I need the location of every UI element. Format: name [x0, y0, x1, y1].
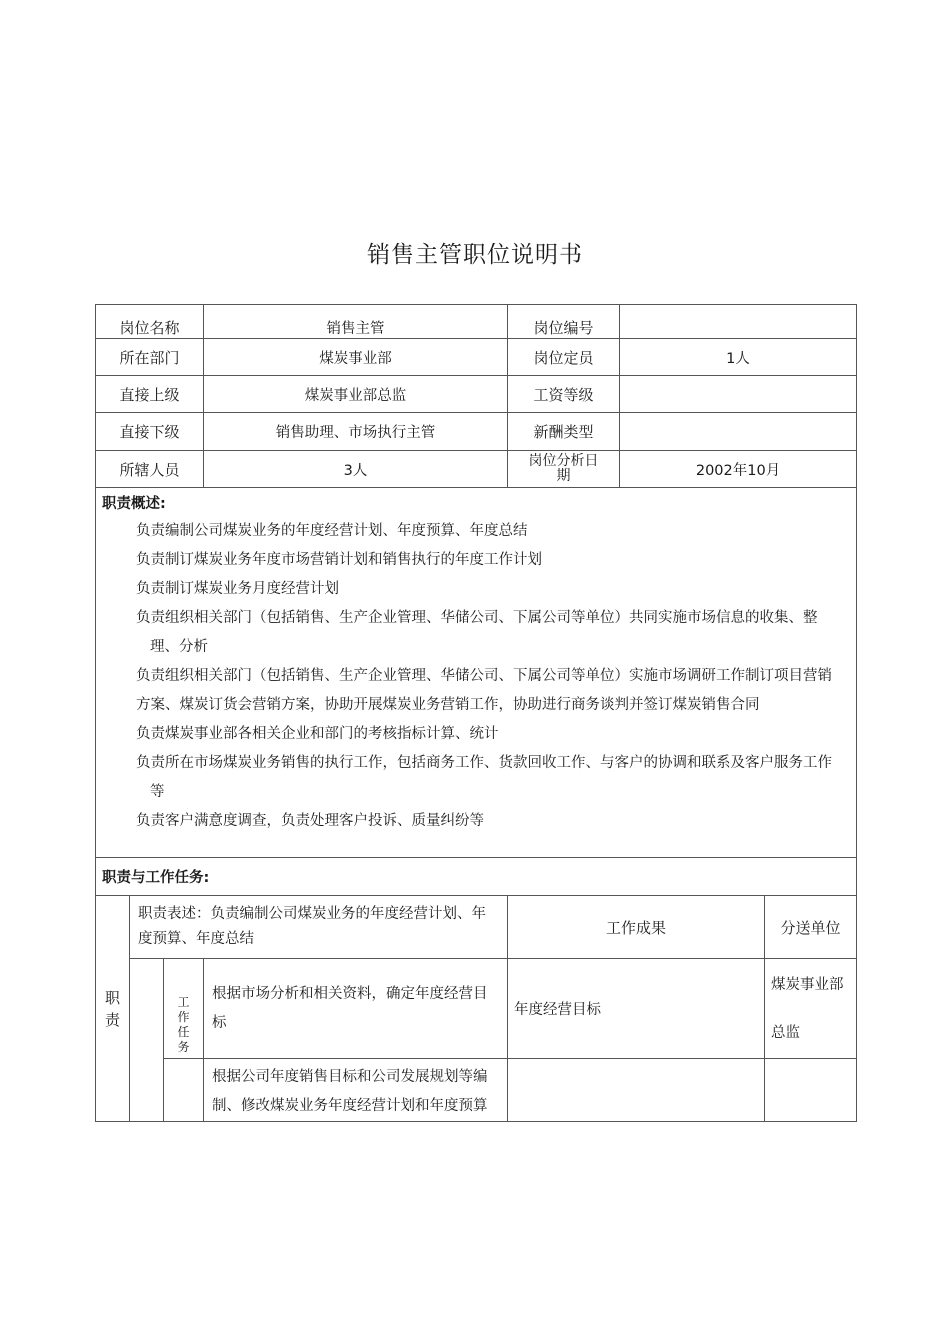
overview-section [96, 488, 857, 858]
analysis-date-label-line2: 期 [556, 468, 571, 484]
tasks-heading-row [96, 858, 857, 896]
pay-type-label: 新酬类型 [508, 413, 620, 451]
col-result-header: 工作成果 [508, 896, 765, 959]
pay-type-value [620, 413, 857, 451]
position-name-label: 岗位名称 [96, 305, 204, 339]
overview-item: 负责所在市场煤炭业务销售的执行工作，包括商务工作、货款回收工作、与客户的协调和联系及客户服务工作等 [136, 755, 832, 800]
superior-label: 直接上级 [96, 376, 204, 413]
overview-row [96, 488, 857, 858]
task-result: 年度经营目标 [508, 959, 765, 1059]
task-text: 根据公司年度销售目标和公司发展规划等编制、修改煤炭业务年度经营计划和年度预算 [204, 1059, 508, 1122]
analysis-date-value: 2002年10月 [620, 451, 857, 488]
job-description-table [95, 304, 857, 1122]
headcount-value: 1人 [620, 339, 857, 376]
overview-item: 负责煤炭事业部各相关企业和部门的考核指标计算、统计 [136, 726, 499, 742]
grade-value [620, 376, 857, 413]
task-recipient: 煤炭事业部 总监 [765, 959, 857, 1059]
info-row-department [96, 339, 857, 376]
analysis-date-label [508, 451, 620, 488]
info-row-position [96, 305, 857, 339]
department-label: 所在部门 [96, 339, 204, 376]
task-label-vertical: 工 作 任 务 [164, 959, 204, 1059]
task-recipient [765, 1059, 857, 1122]
analysis-date-label-line1: 岗位分析日 [528, 453, 599, 469]
info-row-superior [96, 376, 857, 413]
overview-item: 负责制订煤炭业务年度市场营销计划和销售执行的年度工作计划 [136, 552, 542, 568]
superior-value: 煤炭事业部总监 [204, 376, 508, 413]
overview-item: 负责编制公司煤炭业务的年度经营计划、年度预算、年度总结 [136, 523, 528, 539]
task-row [96, 959, 857, 1059]
overview-item: 负责组织相关部门（包括销售、生产企业管理、华储公司、下属公司等单位）共同实施市场信息的收集、整理、分析 [136, 610, 818, 655]
page-title: 销售主管职位说明书 [367, 242, 583, 268]
grade-label: 工资等级 [508, 376, 620, 413]
overview-item: 负责组织相关部门（包括销售、生产企业管理、华储公司、下属公司等单位）实施市场调研工作制订项目营销方案、煤炭订货会营销方案，协助开展煤炭业务营销工作，协助进行商务谈判并签订煤炭销售合同 [136, 668, 832, 713]
duty-side-label [96, 896, 130, 1122]
task-text: 根据市场分析和相关资料，确定年度经营目标 [204, 959, 508, 1059]
overview-item: 负责客户满意度调查，负责处理客户投诉、质量纠纷等 [136, 813, 484, 829]
subordinate-value: 销售助理、市场执行主管 [204, 413, 508, 451]
duty-description: 职责表述：负责编制公司煤炭业务的年度经营计划、年度预算、年度总结 [130, 896, 508, 959]
staff-label: 所辖人员 [96, 451, 204, 488]
position-code-value [620, 305, 857, 339]
overview-item: 负责制订煤炭业务月度经营计划 [136, 581, 339, 597]
tasks-heading: 职责与工作任务: [96, 858, 857, 896]
task-row [96, 1059, 857, 1122]
duty-side-char-2: 责 [104, 1010, 120, 1029]
position-code-label: 岗位编号 [508, 305, 620, 339]
info-row-staff [96, 451, 857, 488]
info-row-subordinate [96, 413, 857, 451]
department-value: 煤炭事业部 [204, 339, 508, 376]
col-recipient-header: 分送单位 [765, 896, 857, 959]
subordinate-label: 直接下级 [96, 413, 204, 451]
position-name-value: 销售主管 [204, 305, 508, 339]
task-result [508, 1059, 765, 1122]
overview-heading: 职责概述: [102, 496, 166, 512]
tasks-desc-row [96, 896, 857, 959]
duty-side-char-1: 职 [104, 988, 120, 1007]
staff-value: 3人 [204, 451, 508, 488]
headcount-label: 岗位定员 [508, 339, 620, 376]
